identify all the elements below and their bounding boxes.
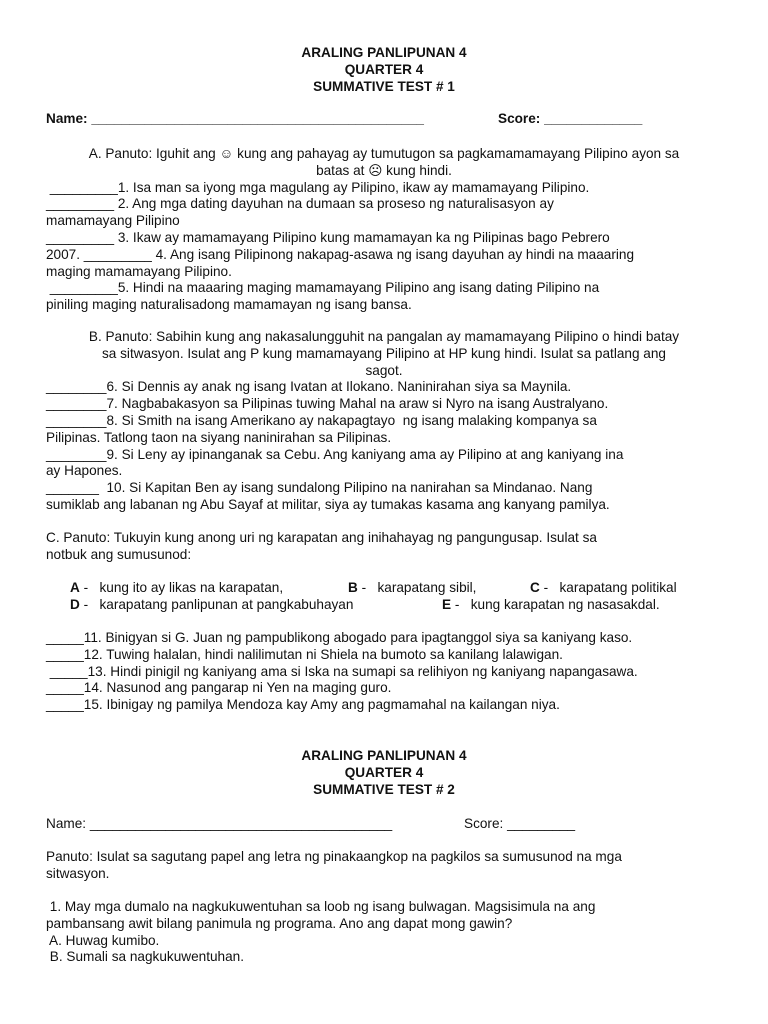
question-1-choice-a: A. Huwag kumibo. — [46, 932, 160, 948]
section-b-item: ay Hapones. — [46, 463, 123, 479]
test2-instructions — [46, 849, 722, 883]
option-d: D - karapatang panlipunan at pangkabuhayan — [70, 597, 354, 612]
section-b — [46, 329, 722, 514]
section-c-item: _____13. Hindi pinigil ng kaniyang ama si Iska na sumapi sa relihiyon ng kaniyang napangasawa. — [46, 663, 638, 679]
section-a-instruction-cont: batas at ☹ kung hindi. — [316, 162, 452, 178]
test2-question-1 — [46, 899, 722, 966]
test1-name-label: Name: ____________________________________________ — [46, 111, 424, 126]
section-b-instruction: B. Panuto: Sabihin kung ang nakasalungguhit na pangalan ay mamamayang Pilipino o hindi batay — [88, 329, 680, 344]
test2-name-score-row — [46, 816, 722, 833]
test2-instruction: Panuto: Isulat sa sagutang papel ang letra ng pinakaangkop na pagkilos sa sumusunod na mga — [46, 849, 622, 864]
section-b-item: ________6. Si Dennis ay anak ng isang Ivatan at Ilokano. Naninirahan siya sa Maynila. — [46, 379, 572, 395]
test2-instruction-cont: sitwasyon. — [46, 865, 110, 881]
section-b-item: Pilipinas. Tatlong taon na siyang naninirahan sa Pilipinas. — [46, 429, 392, 445]
section-b-item: sumiklab ang labanan ng Abu Sayaf at militar, siya ay tumakas kasama ang kanyang pamilya. — [46, 496, 610, 512]
section-b-item: ________9. Si Leny ay ipinanganak sa Cebu. Ang kaniyang ama ay Pilipino at ang kaniyang ina — [46, 446, 624, 462]
question-1-text-cont: pambansang awit bilang panimula ng programa. Ano ang dapat mong gawin? — [46, 915, 513, 931]
section-a-item: _________1. Isa man sa iyong mga magulang ay Pilipino, ikaw ay mamamayang Pilipino. — [46, 179, 590, 195]
section-c-item: _____15. Ibinigay ng pamilya Mendoza kay Amy ang pagmamahal na kailangan niya. — [46, 697, 560, 713]
section-b-item: ________8. Si Smith na isang Amerikano ay nakapagtayo ng isang malaking kompanya sa — [46, 412, 597, 428]
rights-options — [46, 580, 722, 616]
section-a-item: _________ 2. Ang mga dating dayuhan na dumaan sa proseso ng naturalisasyon ay — [46, 196, 554, 212]
section-a-item: _________5. Hindi na maaaring maging mamamayang Pilipino ang isang dating Pilipino na — [46, 280, 600, 296]
section-b-item: _______ 10. Si Kapitan Ben ay isang sundalong Pilipino na nanirahan sa Mindanao. Nang — [46, 480, 593, 496]
section-a-item: mamamayang Pilipino — [46, 213, 180, 229]
section-a-item: maging mamamayang Pilipino. — [46, 263, 232, 279]
section-b-item: ________7. Nagbabakasyon sa Pilipinas tuwing Mahal na araw si Nyro na isang Australyano. — [46, 396, 609, 412]
section-a-item: 2007. _________ 4. Ang isang Pilipinong nakapag-asawa ng isang dayuhan ay hindi na maaaring — [46, 246, 635, 262]
section-c-item: _____12. Tuwing halalan, hindi nalilimutan ni Shiela na bumoto sa kanilang lalawigan. — [46, 646, 563, 662]
test2-header — [0, 747, 768, 798]
test2-title: ARALING PANLIPUNAN 4 — [301, 748, 467, 763]
section-c-instruction: C. Panuto: Tukuyin kung anong uri ng karapatan ang inihahayag ng pangungusap. Isulat sa — [46, 530, 597, 545]
section-a-item: _________ 3. Ikaw ay mamamayang Pilipino kung mamamayan ka ng Pilipinas bago Pebrero — [46, 229, 610, 245]
test1-name-score-row — [46, 111, 722, 128]
question-1-text: 1. May mga dumalo na nagkukuwentuhan sa loob ng isang bulwagan. Magsisimula na ang — [46, 899, 596, 914]
section-c-items — [46, 630, 722, 714]
test2-score-label: Score: _________ — [464, 816, 576, 831]
test1-score-label: Score: _____________ — [498, 111, 643, 126]
test2-test-number: SUMMATIVE TEST # 2 — [313, 782, 455, 797]
section-a — [46, 146, 722, 314]
section-c-instruction-cont: notbuk ang sumusunod: — [46, 546, 192, 562]
option-e: E - kung karapatan ng nasasakdal. — [442, 597, 660, 612]
section-b-instruction-cont: sa sitwasyon. Isulat ang P kung mamamayang Pilipino at HP kung hindi. Isulat sa patlang ang — [102, 345, 666, 361]
section-c-item: _____11. Binigyan si G. Juan ng pampublikong abogado para ipagtanggol siya sa kaniyang kaso. — [46, 630, 633, 645]
test2-name-label: Name: ________________________________________ — [46, 816, 393, 831]
test1-quarter: QUARTER 4 — [344, 62, 424, 77]
test1-title: ARALING PANLIPUNAN 4 — [301, 45, 467, 60]
section-a-instruction: A. Panuto: Iguhit ang ☺ kung ang pahayag ay tumutugon sa pagkamamamayang Pilipino ayon sa — [88, 146, 680, 161]
section-a-item: piniling maging naturalisadong mamamayan ng isang bansa. — [46, 297, 412, 313]
section-c-item: _____14. Nasunod ang pangarap ni Yen na maging guro. — [46, 680, 392, 696]
option-b: B - karapatang sibil, — [348, 580, 477, 595]
test1-test-number: SUMMATIVE TEST # 1 — [313, 79, 455, 94]
section-b-instruction-end: sagot. — [365, 362, 403, 378]
option-c: C - karapatang politikal — [530, 580, 677, 595]
option-a: A - kung ito ay likas na karapatan, — [70, 580, 284, 595]
test2-quarter: QUARTER 4 — [344, 765, 424, 780]
question-1-choice-b: B. Sumali sa nagkukuwentuhan. — [46, 949, 244, 965]
section-c — [46, 530, 722, 564]
test1-header — [0, 44, 768, 95]
